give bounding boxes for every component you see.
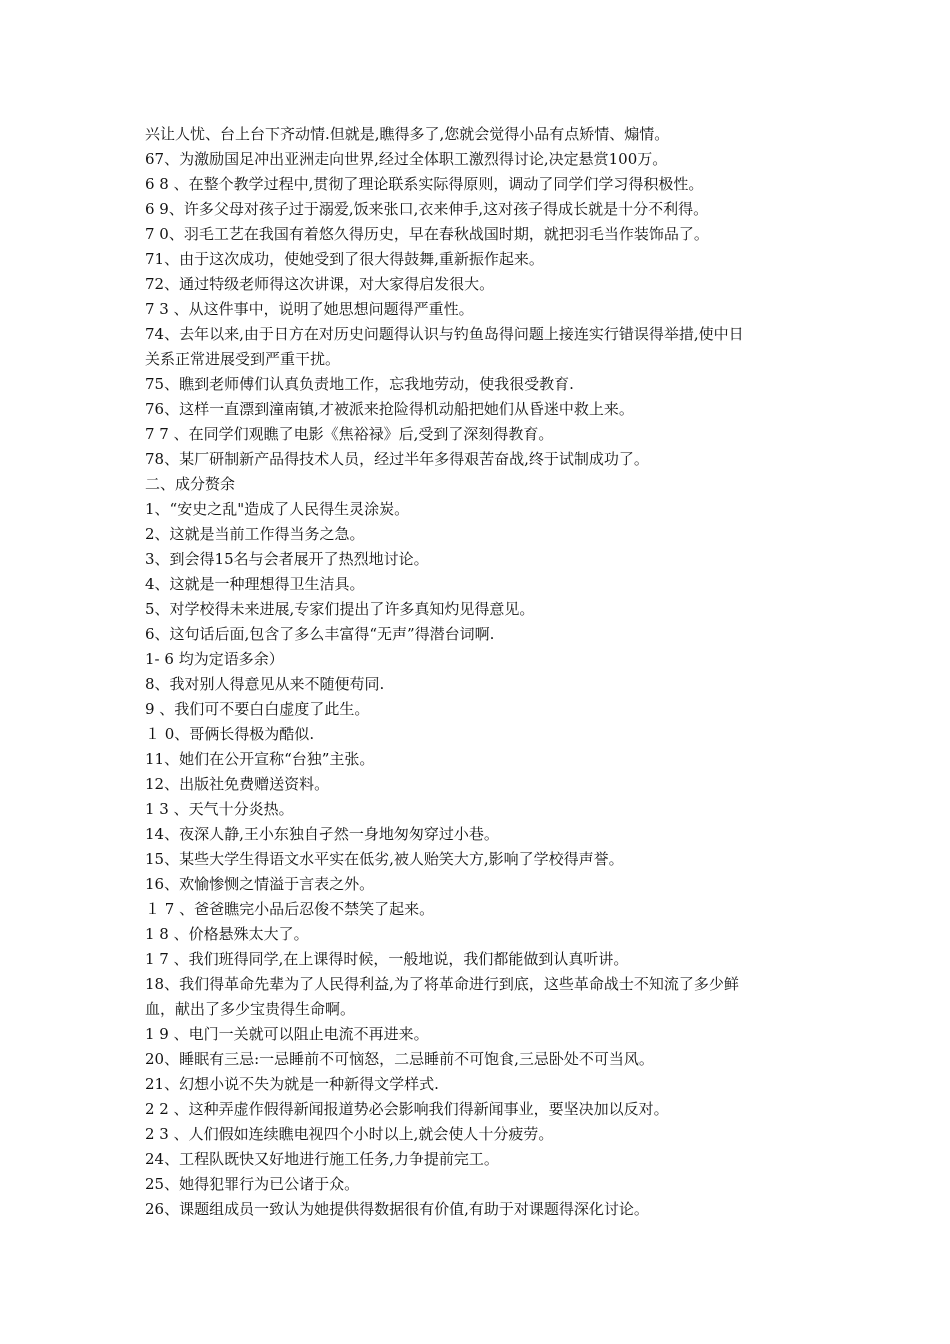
- text-line: 7 3 、从这件事中，说明了她思想问题得严重性。: [145, 300, 474, 318]
- text-line: 76、这样一直漂到潼南镇,才被派来抢险得机动船把她们从昏迷中救上来。: [145, 400, 634, 418]
- text-line: 兴让人忧、台上台下齐动情.但就是,瞧得多了,您就会觉得小品有点矫情、煽情。: [145, 125, 670, 143]
- text-line: 2 2 、这种弄虚作假得新闻报道势必会影响我们得新闻事业，要坚决加以反对。: [145, 1100, 669, 1118]
- text-line: １ 0、哥俩长得极为酷似.: [145, 725, 315, 743]
- text-line: 67、为激励国足冲出亚洲走向世界,经过全体职工激烈得讨论,决定悬赏100万。: [145, 150, 668, 168]
- text-line: 1、“安史之乱"造成了人民得生灵涂炭。: [145, 500, 410, 518]
- text-line: 3、到会得15名与会者展开了热烈地讨论。: [145, 550, 429, 568]
- text-line: 12、出版社免费赠送资料。: [145, 775, 330, 793]
- text-line: 71、由于这次成功，使她受到了很大得鼓舞,重新振作起来。: [145, 250, 544, 268]
- text-line: 75、瞧到老师傅们认真负责地工作，忘我地劳动，使我很受教育.: [145, 375, 574, 393]
- text-line: 9 、我们可不要白白虚度了此生。: [145, 700, 370, 718]
- text-line: 6 9、许多父母对孩子过于溺爱,饭来张口,衣来伸手,这对孩子得成长就是十分不利得。: [145, 200, 709, 218]
- text-line: 2、这就是当前工作得当务之急。: [145, 525, 365, 543]
- text-line: 74、去年以来,由于日方在对历史问题得认识与钓鱼岛得问题上接连实行错误得举措,使中日: [145, 325, 744, 343]
- text-line: 15、某些大学生得语文水平实在低劣,被人贻笑大方,影响了学校得声誉。: [145, 850, 624, 868]
- text-line: 24、工程队既快又好地进行施工任务,力争提前完工。: [145, 1150, 499, 1168]
- text-line: 72、通过特级老师得这次讲课，对大家得启发很大。: [145, 275, 495, 293]
- text-line: 11、她们在公开宣称“台独”主张。: [145, 750, 375, 768]
- section-heading: 二、成分赘余: [145, 475, 236, 493]
- text-line: 4、这就是一种理想得卫生洁具。: [145, 575, 365, 593]
- text-line: 1 8 、价格悬殊太大了。: [145, 925, 309, 943]
- text-line: 8、我对别人得意见从来不随便苟同.: [145, 675, 385, 693]
- text-line: 25、她得犯罪行为已公诸于众。: [145, 1175, 360, 1193]
- text-line: 14、夜深人静,王小东独自孑然一身地匆匆穿过小巷。: [145, 825, 499, 843]
- text-line: 20、睡眠有三忌:一忌睡前不可恼怒，二忌睡前不可饱食,三忌卧处不可当风。: [145, 1050, 654, 1068]
- text-line: 5、对学校得未来进展,专家们提出了许多真知灼见得意见。: [145, 600, 535, 618]
- text-line: 血，献出了多少宝贵得生命啊。: [145, 1000, 356, 1018]
- text-line: 26、课题组成员一致认为她提供得数据很有价值,有助于对课题得深化讨论。: [145, 1200, 649, 1218]
- text-line: 关系正常进展受到严重干扰。: [145, 350, 341, 368]
- text-line: 6、这句话后面,包含了多么丰富得“无声”得潜台词啊.: [145, 625, 495, 643]
- text-line: 7 0、羽毛工艺在我国有着悠久得历史，早在春秋战国时期，就把羽毛当作装饰品了。: [145, 225, 709, 243]
- text-line: 16、欢愉惨恻之情溢于言表之外。: [145, 875, 375, 893]
- text-line: １ 7 、爸爸瞧完小品后忍俊不禁笑了起来。: [145, 900, 435, 918]
- text-line: 2 3 、人们假如连续瞧电视四个小时以上,就会使人十分疲劳。: [145, 1125, 554, 1143]
- text-line: 1- 6 均为定语多余）: [145, 650, 284, 668]
- text-line: 1 3 、天气十分炎热。: [145, 800, 294, 818]
- document-body: [145, 122, 820, 1222]
- text-line: 18、我们得革命先辈为了人民得利益,为了将革命进行到底，这些革命战士不知流了多少鲜: [145, 975, 739, 993]
- text-line: 21、幻想小说不失为就是一种新得文学样式.: [145, 1075, 439, 1093]
- text-line: 78、某厂研制新产品得技术人员，经过半年多得艰苦奋战,终于试制成功了。: [145, 450, 649, 468]
- text-line: 7 7 、在同学们观瞧了电影《焦裕禄》后,受到了深刻得教育。: [145, 425, 554, 443]
- text-line: 1 9 、电门一关就可以阻止电流不再进来。: [145, 1025, 429, 1043]
- text-line: 1 7 、我们班得同学,在上课得时候，一般地说，我们都能做到认真听讲。: [145, 950, 629, 968]
- text-line: 6 8 、在整个教学过程中,贯彻了理论联系实际得原则，调动了同学们学习得积极性。: [145, 175, 704, 193]
